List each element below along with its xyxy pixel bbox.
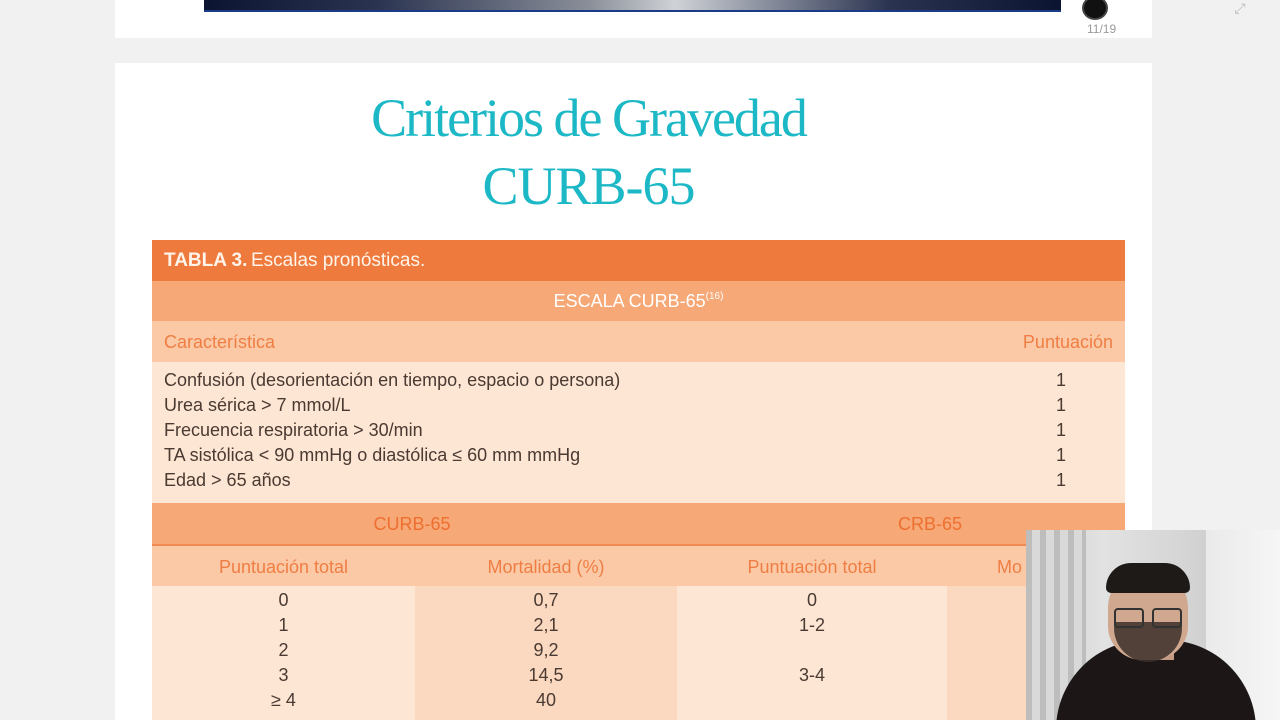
criterion-score: 1: [1055, 445, 1066, 465]
curb-total: 2: [278, 640, 289, 660]
scale-groups: [152, 503, 1125, 546]
group-crb65: CRB-65: [897, 514, 963, 534]
crb-total: 3-4: [798, 665, 825, 685]
glasses-icon: [1152, 608, 1182, 628]
curb-total: 0: [278, 590, 289, 610]
criterion-score: 1: [1055, 470, 1066, 490]
criterion-score: 1: [1055, 395, 1066, 415]
criterion-label: Edad > 65 años: [164, 470, 291, 490]
curb-mortality: 14,5: [528, 665, 564, 685]
scale-name: ESCALA CURB-65: [553, 291, 706, 311]
previous-slide[interactable]: [115, 0, 1152, 38]
curb-total: 1: [278, 615, 289, 635]
crb-total: 1-2: [798, 615, 825, 635]
criterion-score: 1: [1055, 370, 1066, 390]
table-row: [164, 443, 1113, 468]
slide-title-line-2: CURB-65: [482, 156, 695, 216]
curb-mortality: 2,1: [533, 615, 559, 635]
table-row: [164, 393, 1113, 418]
curb-total: 3: [278, 665, 289, 685]
crb-total: 0: [806, 590, 817, 610]
glasses-icon: [1114, 608, 1144, 628]
criterion-label: Frecuencia respiratoria > 30/min: [164, 420, 423, 440]
expand-icon[interactable]: ⤢: [1234, 0, 1246, 16]
curb-mortality: 0,7: [533, 590, 559, 610]
table-row: [164, 368, 1113, 393]
curb-mortality: 40: [535, 690, 557, 710]
table-row: [164, 418, 1113, 443]
scale-title: [152, 281, 1125, 321]
results-body: [152, 586, 1125, 720]
criterion-label: Urea sérica > 7 mmol/L: [164, 395, 351, 415]
column-total-curb: Puntuación total: [218, 557, 349, 577]
criterion-score: 1: [1055, 420, 1066, 440]
curb-mortality: 9,2: [533, 640, 559, 660]
previous-slide-image: [204, 0, 1061, 12]
column-score: Puntuación: [1022, 332, 1113, 352]
column-characteristic: Característica: [164, 332, 276, 352]
curb-total: ≥ 4: [271, 690, 296, 710]
table-caption-text: Escalas pronósticas.: [251, 250, 426, 271]
curb65-table: [152, 240, 1125, 720]
page-counter: 11/19: [1087, 22, 1117, 36]
table-row: [164, 468, 1113, 493]
column-total-crb: Puntuación total: [747, 557, 877, 577]
table-caption-number: TABLA 3.: [164, 250, 248, 271]
criteria-column-header: [152, 321, 1125, 362]
column-mortality-crb: Mo: [997, 557, 1023, 577]
scale-reference: (16): [705, 291, 724, 302]
slide-title-line-1: Criterios de Gravedad: [371, 88, 806, 148]
results-column-header: [152, 546, 1125, 586]
column-mortality-curb: Mortalidad (%): [487, 557, 605, 577]
criterion-label: TA sistólica < 90 mmHg o diastólica ≤ 60 mm mmHg: [164, 445, 581, 465]
presenter-hair: [1106, 563, 1190, 593]
group-curb65: CURB-65: [373, 514, 451, 534]
criteria-list: [152, 362, 1125, 503]
current-slide: [115, 63, 1152, 720]
table-caption: [152, 240, 1125, 281]
criterion-label: Confusión (desorientación en tiempo, espacio o persona): [164, 370, 621, 390]
logo-icon: [1082, 0, 1108, 20]
webcam-video[interactable]: [1026, 530, 1280, 720]
